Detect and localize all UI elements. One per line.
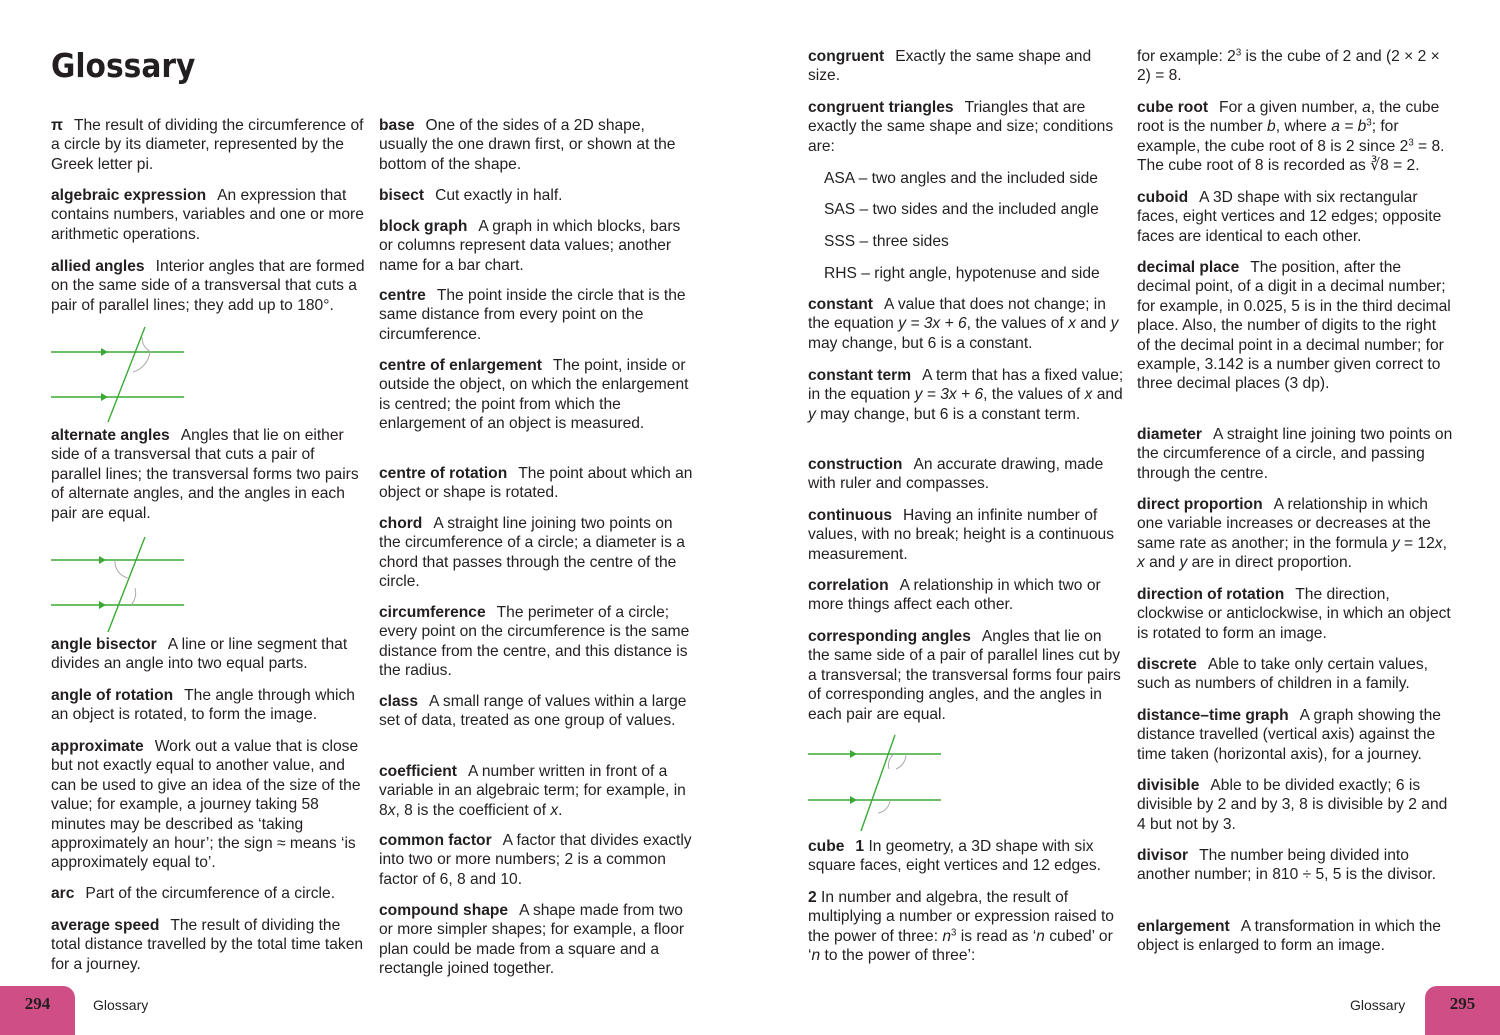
sense-number: 1 [855,838,865,855]
entry-term: centre of enlargement [379,357,542,374]
glossary-entry-corresponding-angles [808,627,1126,724]
entry-term: diameter [1137,426,1203,443]
entry-definition: Exactly the same shape and size. [808,48,1092,85]
entry-term: angle of rotation [51,687,174,704]
entry-definition: A straight line joining two points on the circumference of a circle; a diameter is a chord that passes through the centre of the circle. [379,515,685,591]
entry-definition: The number being divided into another number; in 810 ÷ 5, 5 is the divisor. [1137,847,1436,884]
glossary-entry-enlargement [1137,917,1453,956]
glossary-entry-cube-continued [1137,47,1453,86]
entry-term: correlation [808,577,889,594]
left-footer-label: Glossary [93,997,149,1013]
glossary-entry-angle-of-rotation [51,686,369,725]
glossary-entry-average-speed [51,916,369,974]
entry-definition: The result of dividing the total distance travelled by the total time taken for a journey. [51,917,364,973]
entry-definition: for example: $2^3$ is the cube of 2 and (2 × 2 × 2) = 8. [1137,47,1440,85]
entry-definition: Able to take only certain values, such as numbers of children in a family. [1137,656,1428,693]
entry-term: allied angles [51,258,145,275]
entry-definition: For a given number, a, the cube root is the number b, where $a = b^3$; for example, the cube root of 8 is 2 since $2^3 = 8$. The cube root of 8 is recorded as ∛8 = 2. [1137,99,1445,175]
entry-term: base [379,117,415,134]
glossary-entry-allied-angles [51,257,369,315]
glossary-entry-correlation [808,576,1126,615]
entry-definition: A graph showing the distance travelled (vertical axis) against the time taken (horizontal axis), for a journey. [1137,707,1441,763]
glossary-entry-construction [808,455,1126,494]
glossary-entry-distance-time-graph [1137,706,1453,764]
entry-term: congruent triangles [808,99,954,116]
entry-term: alternate angles [51,427,170,444]
entry-definition: One of the sides of a 2D shape, usually the one drawn first, or shown at the bottom of the shape. [379,117,676,173]
glossary-entry-centre-of-rotation [379,464,695,503]
entry-term: compound shape [379,902,509,919]
glossary-entry-cube [808,837,1126,876]
right-page-number: 295 [1425,986,1500,1035]
entry-definition: Part of the circumference of a circle. [85,885,336,902]
entry-definition: A graph in which blocks, bars or columns represent data values; another name for a bar chart. [379,218,681,274]
entry-definition: The result of dividing the circumference of a circle by its diameter, represented by the Greek letter pi. [51,117,364,173]
glossary-entry-discrete [1137,655,1453,694]
entry-term: divisor [1137,847,1189,864]
glossary-entry-alternate-angles [51,426,369,523]
entry-definition: Triangles that are exactly the same shape and size; conditions are: [808,99,1114,155]
entry-definition: The angle through which an object is rotated, to form the image. [51,687,355,724]
entry-definition: An expression that contains numbers, variables and one or more arithmetic operations. [51,187,364,243]
entry-definition: A straight line joining two points on the circumference of a circle, and passing through the centre. [1137,426,1453,482]
condition-sas: SAS – two sides and the included angle [824,201,1099,218]
entry-definition: A relationship in which one variable increases or decreases at the same rate as another; in the formula y = 12x, x and y are in direct proportion. [1137,496,1447,572]
entry-definition: A value that does not change; in the equation y = 3x + 6, the values of x and y may change, but 6 is a constant. [808,296,1119,352]
entry-definition: Able to be divided exactly; 6 is divisible by 2 and by 3, 8 is divisible by 2 and 4 but not by 3. [1137,777,1448,833]
glossary-entry-class [379,692,695,731]
entry-definition: In geometry, a 3D shape with six square faces, eight vertices and 12 edges. [808,838,1101,875]
glossary-entry-arc [51,884,335,903]
entry-definition: The position, after the decimal point, of a digit in a decimal number; for example, in 0.025, 5 is in the third decimal place. Also, the number of digits to the right of the decimal point in a decimal number; for example, 3.142 is a number given correct to three decimal places (3 dp). [1137,259,1451,393]
glossary-entry-compound-shape [379,901,695,979]
glossary-entry-congruent [808,47,1126,86]
entry-term: corresponding angles [808,628,971,645]
entry-definition: The point about which an object or shape is rotated. [379,465,693,502]
entry-definition: The perimeter of a circle; every point on the circumference is the same distance from the centre, and this distance is the radius. [379,604,690,680]
page-title: Glossary [51,46,196,85]
glossary-entry-direct-proportion [1137,495,1453,573]
glossary-entry-centre [379,286,695,344]
entry-term: chord [379,515,423,532]
entry-term: direct proportion [1137,496,1263,513]
condition-sss: SSS – three sides [824,233,949,250]
glossary-entry-constant [808,295,1126,353]
glossary-entry-approximate [51,737,369,873]
entry-definition: A term that has a fixed value; in the equation y = 3x + 6, the values of x and y may change, but 6 is a constant term. [808,367,1124,423]
glossary-entry-common-factor [379,831,695,889]
glossary-entry-coefficient [379,762,695,820]
entry-term: discrete [1137,656,1197,673]
glossary-entry-base [379,116,695,174]
entry-definition: The point inside the circle that is the same distance from every point on the circumference. [379,287,686,343]
entry-term: congruent [808,48,885,65]
entry-definition: A small range of values within a large set of data, treated as one group of values. [379,693,687,730]
entry-definition: Cut exactly in half. [435,187,563,204]
entry-term: cuboid [1137,189,1189,206]
condition-asa: ASA – two angles and the included side [824,170,1098,187]
glossary-entry-pi [51,116,369,174]
entry-definition: An accurate drawing, made with ruler and compasses. [808,456,1104,493]
entry-term: divisible [1137,777,1200,794]
entry-term: coefficient [379,763,457,780]
entry-term: approximate [51,738,144,755]
entry-term: cube [808,838,845,855]
entry-term: distance–time graph [1137,707,1289,724]
entry-definition: Having an infinite number of values, with no break; height is a continuous measurement. [808,507,1114,563]
alternate-angles-diagram [51,535,186,635]
entry-definition: A 3D shape with six rectangular faces, eight vertices and 12 edges; opposite faces are identical to each other. [1137,189,1442,245]
glossary-entry-angle-bisector [51,635,369,674]
glossary-entry-direction-of-rotation [1137,585,1453,643]
glossary-entry-cuboid [1137,188,1453,246]
corresponding-angles-diagram [808,733,943,833]
glossary-entry-block-graph [379,217,695,275]
entry-term: cube root [1137,99,1209,116]
entry-term: circumference [379,604,486,621]
entry-term: block graph [379,218,468,235]
glossary-entry-chord [379,514,695,592]
entry-definition: Interior angles that are formed on the same side of a transversal that cuts a pair of parallel lines; they add up to 180°. [51,258,365,314]
glossary-entry-circumference [379,603,695,681]
sense-number: 2 [808,889,817,906]
entry-term: centre [379,287,426,304]
entry-term: angle bisector [51,636,157,653]
entry-term: algebraic expression [51,187,207,204]
condition-rhs: RHS – right angle, hypotenuse and side [824,265,1100,282]
entry-term: π [51,117,63,134]
entry-definition: A relationship in which two or more things affect each other. [808,577,1101,614]
entry-term: arc [51,885,75,902]
entry-term: common factor [379,832,492,849]
entry-definition: A number written in front of a variable in an algebraic term; for example, in 8x, 8 is the coefficient of x. [379,763,686,819]
entry-term: continuous [808,507,893,524]
entry-definition: A factor that divides exactly into two or more numbers; 2 is a common factor of 6, 8 and 10. [379,832,692,888]
glossary-entry-continuous [808,506,1126,564]
glossary-entry-divisor [1137,846,1453,885]
entry-definition: Angles that lie on the same side of a pair of parallel lines cut by a transversal; the transversal forms four pairs of corresponding angles, and the angles in each pair are equal. [808,628,1121,723]
right-footer-label: Glossary [1350,997,1406,1013]
entry-definition: A line or line segment that divides an angle into two equal parts. [51,636,348,673]
entry-definition: The direction, clockwise or anticlockwise, in which an object is rotated to form an image. [1137,586,1451,642]
glossary-entry-diameter [1137,425,1453,483]
entry-definition: In number and algebra, the result of multiplying a number or expression raised to the power of three: $n^3$ is read as ‘n cubed’ or ‘n to the power of three’: [808,889,1114,965]
glossary-entry-divisible [1137,776,1453,834]
entry-term: average speed [51,917,160,934]
glossary-entry-algebraic-expression [51,186,369,244]
entry-term: constant term [808,367,912,384]
glossary-entry-cube-sense-2 [808,888,1126,966]
entry-term: centre of rotation [379,465,508,482]
glossary-entry-decimal-place [1137,258,1453,394]
entry-term: constant [808,296,873,313]
entry-term: enlargement [1137,918,1230,935]
entry-term: class [379,693,419,710]
glossary-entry-congruent-triangles [808,98,1126,156]
entry-definition: A transformation in which the object is enlarged to form an image. [1137,918,1441,955]
entry-term: direction of rotation [1137,586,1285,603]
entry-definition: A shape made from two or more simpler shapes; for example, a floor plan could be made from a square and a rectangle joined together. [379,902,685,978]
glossary-entry-constant-term [808,366,1126,424]
entry-definition: Angles that lie on either side of a transversal that cuts a pair of parallel lines; the transversal forms two pairs of alternate angles, and the angles in each pair are equal. [51,427,359,522]
entry-definition: The point, inside or outside the object, on which the enlargement is centred; the point from which the enlargement of an object is measured. [379,357,689,433]
left-page-number: 294 [0,986,75,1035]
entry-term: decimal place [1137,259,1240,276]
allied-angles-diagram [51,325,186,425]
entry-term: construction [808,456,903,473]
entry-definition: Work out a value that is close but not exactly equal to another value, and can be used to give an idea of the size of the value; for example, a journey taking 58 minutes may be described as ‘taking approximately an hour’; the sign ≈ means ‘is approximately equal to’. [51,738,361,872]
glossary-entry-centre-of-enlargement [379,356,695,434]
glossary-entry-bisect [379,186,563,205]
entry-term: bisect [379,187,425,204]
glossary-entry-cube-root [1137,98,1453,176]
